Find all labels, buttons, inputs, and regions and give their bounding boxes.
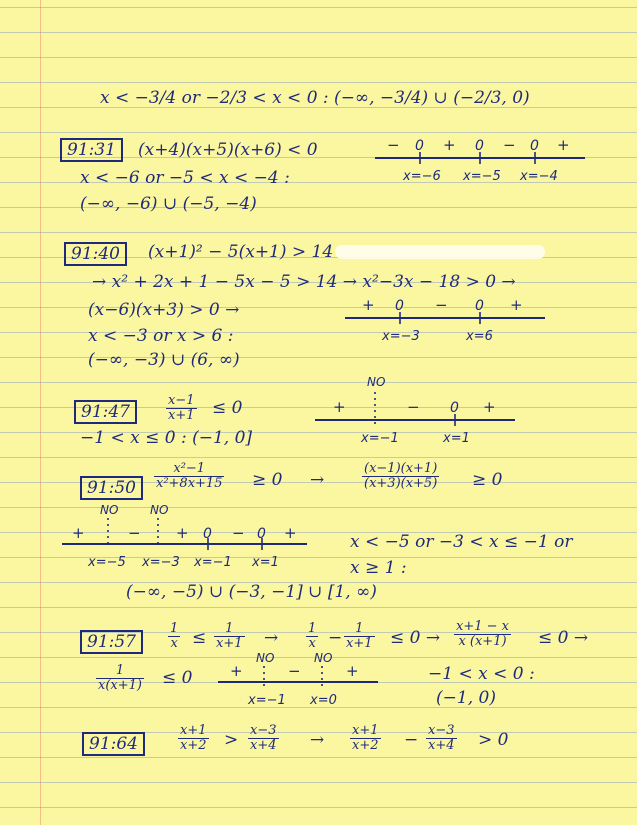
numerator: x²−1: [154, 462, 224, 477]
point-label: x=−1: [248, 693, 286, 708]
fraction-50-factored: [362, 462, 439, 491]
point-label: x=−1: [194, 555, 232, 570]
top-solution-line: x < −3/4 or −2/3 < x < 0 : (−∞, −3/4) ∪ (−2/3, 0): [100, 88, 530, 108]
arrow-64: →: [310, 730, 325, 750]
fraction-64b: [248, 724, 279, 753]
no-annotation: NO: [150, 503, 169, 517]
numerator: x+1: [180, 723, 207, 738]
interval-40: (−∞, −3) ∪ (6, ∞): [88, 350, 240, 370]
relation-57c: ≤ 0: [162, 668, 193, 688]
fraction-57e: [454, 620, 511, 649]
relation-57b: ≤ 0 →: [538, 628, 589, 648]
point-label: x=−6: [403, 169, 441, 184]
fraction-64c: [350, 724, 381, 753]
number-line-47: [315, 372, 525, 452]
problem-label-57: 91:57: [80, 630, 143, 654]
solution-50a: x < −5 or −3 < x ≤ −1 or: [350, 532, 573, 552]
sign-mark: −: [128, 524, 141, 542]
step1-40: → x² + 2x + 1 − 5x − 5 > 14 → x²−3x − 18 > 0 →: [92, 272, 516, 292]
problem-label-64: 91:64: [82, 732, 145, 756]
number-line-31: [375, 136, 595, 186]
denominator: x+1: [216, 636, 243, 651]
relation-50a: ≥ 0: [252, 470, 283, 490]
fraction-57d: [344, 622, 375, 651]
minus-64: −: [404, 730, 419, 750]
zero-mark: 0: [475, 138, 484, 154]
denominator: x+1: [346, 636, 373, 651]
solution-50b: x ≥ 1 :: [350, 558, 407, 578]
zero-mark: 0: [257, 526, 266, 542]
sign-mark: +: [346, 662, 359, 680]
denominator: x²+8x+15: [156, 476, 223, 491]
sign-mark: +: [230, 662, 243, 680]
erased-scribble: [335, 245, 545, 259]
sign-mark: +: [483, 398, 496, 416]
zero-mark: 0: [415, 138, 424, 154]
fraction-64a: [178, 724, 209, 753]
sign-mark: +: [443, 136, 456, 154]
no-annotation: NO: [367, 375, 386, 389]
fraction-57a: [168, 622, 180, 651]
sign-mark: −: [407, 398, 420, 416]
denominator: x: [170, 636, 178, 651]
numerator: 1: [344, 622, 375, 637]
inequality-31: (x+4)(x+5)(x+6) < 0: [138, 140, 318, 160]
fraction-57b: [214, 622, 245, 651]
numerator: 1: [96, 664, 144, 679]
sign-mark: +: [557, 136, 570, 154]
le-sign: ≤: [192, 628, 207, 648]
solution-40: x < −3 or x > 6 :: [88, 326, 234, 346]
denominator: x(x+1): [98, 678, 142, 693]
problem-label-50: 91:50: [80, 476, 143, 500]
sign-mark: −: [387, 136, 400, 154]
fraction-57f: [96, 664, 144, 693]
denominator: x+1: [168, 408, 195, 423]
relation-64: > 0: [478, 730, 509, 750]
sign-mark: −: [503, 136, 516, 154]
point-label: x=−1: [361, 431, 399, 446]
problem-label-40: 91:40: [64, 242, 127, 266]
numerator: x−3: [428, 723, 455, 738]
solution-57: −1 < x < 0 :: [428, 664, 535, 684]
numerator: x+1 − x: [456, 619, 509, 634]
zero-mark: 0: [450, 400, 459, 416]
sign-mark: +: [510, 296, 523, 314]
problem-label-31: 91:31: [60, 138, 123, 162]
relation-50b: ≥ 0: [472, 470, 503, 490]
numerator: 1: [214, 622, 245, 637]
numerator: 1: [308, 621, 317, 636]
zero-mark: 0: [475, 298, 484, 314]
no-annotation: NO: [100, 503, 119, 517]
sign-mark: −: [288, 662, 301, 680]
point-label: x=−3: [382, 329, 420, 344]
arrow-50: →: [310, 470, 325, 490]
zero-mark: 0: [530, 138, 539, 154]
point-label: x=−3: [142, 555, 180, 570]
step2-40: (x−6)(x+3) > 0 →: [88, 300, 240, 320]
number-line-40: [340, 296, 550, 346]
point-label: x=−5: [463, 169, 501, 184]
zero-mark: 0: [203, 526, 212, 542]
number-line-50: [62, 502, 322, 582]
inequality-40: (x+1)² − 5(x+1) > 14: [148, 242, 334, 262]
denominator: x+4: [428, 738, 455, 753]
point-label: x=0: [310, 693, 337, 708]
numerator: x−1: [168, 393, 195, 408]
minus-57: −: [328, 628, 343, 648]
fraction-57c: [306, 622, 318, 651]
interval-50: (−∞, −5) ∪ (−3, −1] ∪ [1, ∞): [126, 582, 377, 602]
no-annotation: NO: [256, 651, 275, 665]
sign-mark: +: [176, 524, 189, 542]
numerator: x+1: [352, 723, 379, 738]
interval-57: (−1, 0): [436, 688, 496, 708]
sign-mark: −: [232, 524, 245, 542]
sign-mark: +: [362, 296, 375, 314]
sign-mark: +: [72, 524, 85, 542]
fraction-50-original: [154, 462, 224, 491]
interval-31: (−∞, −6) ∪ (−5, −4): [80, 194, 257, 214]
point-label: x=6: [466, 329, 493, 344]
solution-47: −1 < x ≤ 0 : (−1, 0]: [80, 428, 253, 448]
sign-mark: −: [435, 296, 448, 314]
number-line-57: [218, 650, 388, 720]
numerator: (x−1)(x+1): [364, 461, 438, 476]
sign-mark: +: [284, 524, 297, 542]
denominator: x+4: [250, 738, 277, 753]
no-annotation: NO: [314, 651, 333, 665]
denominator: (x+3)(x+5): [364, 476, 438, 491]
denominator: x: [308, 636, 316, 651]
denominator: x (x+1): [458, 634, 507, 649]
denominator: x+2: [352, 738, 379, 753]
fraction-64d: [426, 724, 457, 753]
arrow-57a: →: [264, 628, 279, 648]
relation-57a: ≤ 0 →: [390, 628, 441, 648]
numerator: 1: [170, 621, 179, 636]
solution-31: x < −6 or −5 < x < −4 :: [80, 168, 290, 188]
zero-mark: 0: [395, 298, 404, 314]
fraction-47: [166, 394, 197, 423]
point-label: x=−5: [88, 555, 126, 570]
denominator: x+2: [180, 738, 207, 753]
relation-47: ≤ 0: [212, 398, 243, 418]
point-label: x=1: [252, 555, 279, 570]
problem-label-47: 91:47: [74, 400, 137, 424]
point-label: x=1: [443, 431, 470, 446]
gt-sign: >: [224, 730, 239, 750]
sign-mark: +: [333, 398, 346, 416]
point-label: x=−4: [520, 169, 558, 184]
numerator: x−3: [250, 723, 277, 738]
